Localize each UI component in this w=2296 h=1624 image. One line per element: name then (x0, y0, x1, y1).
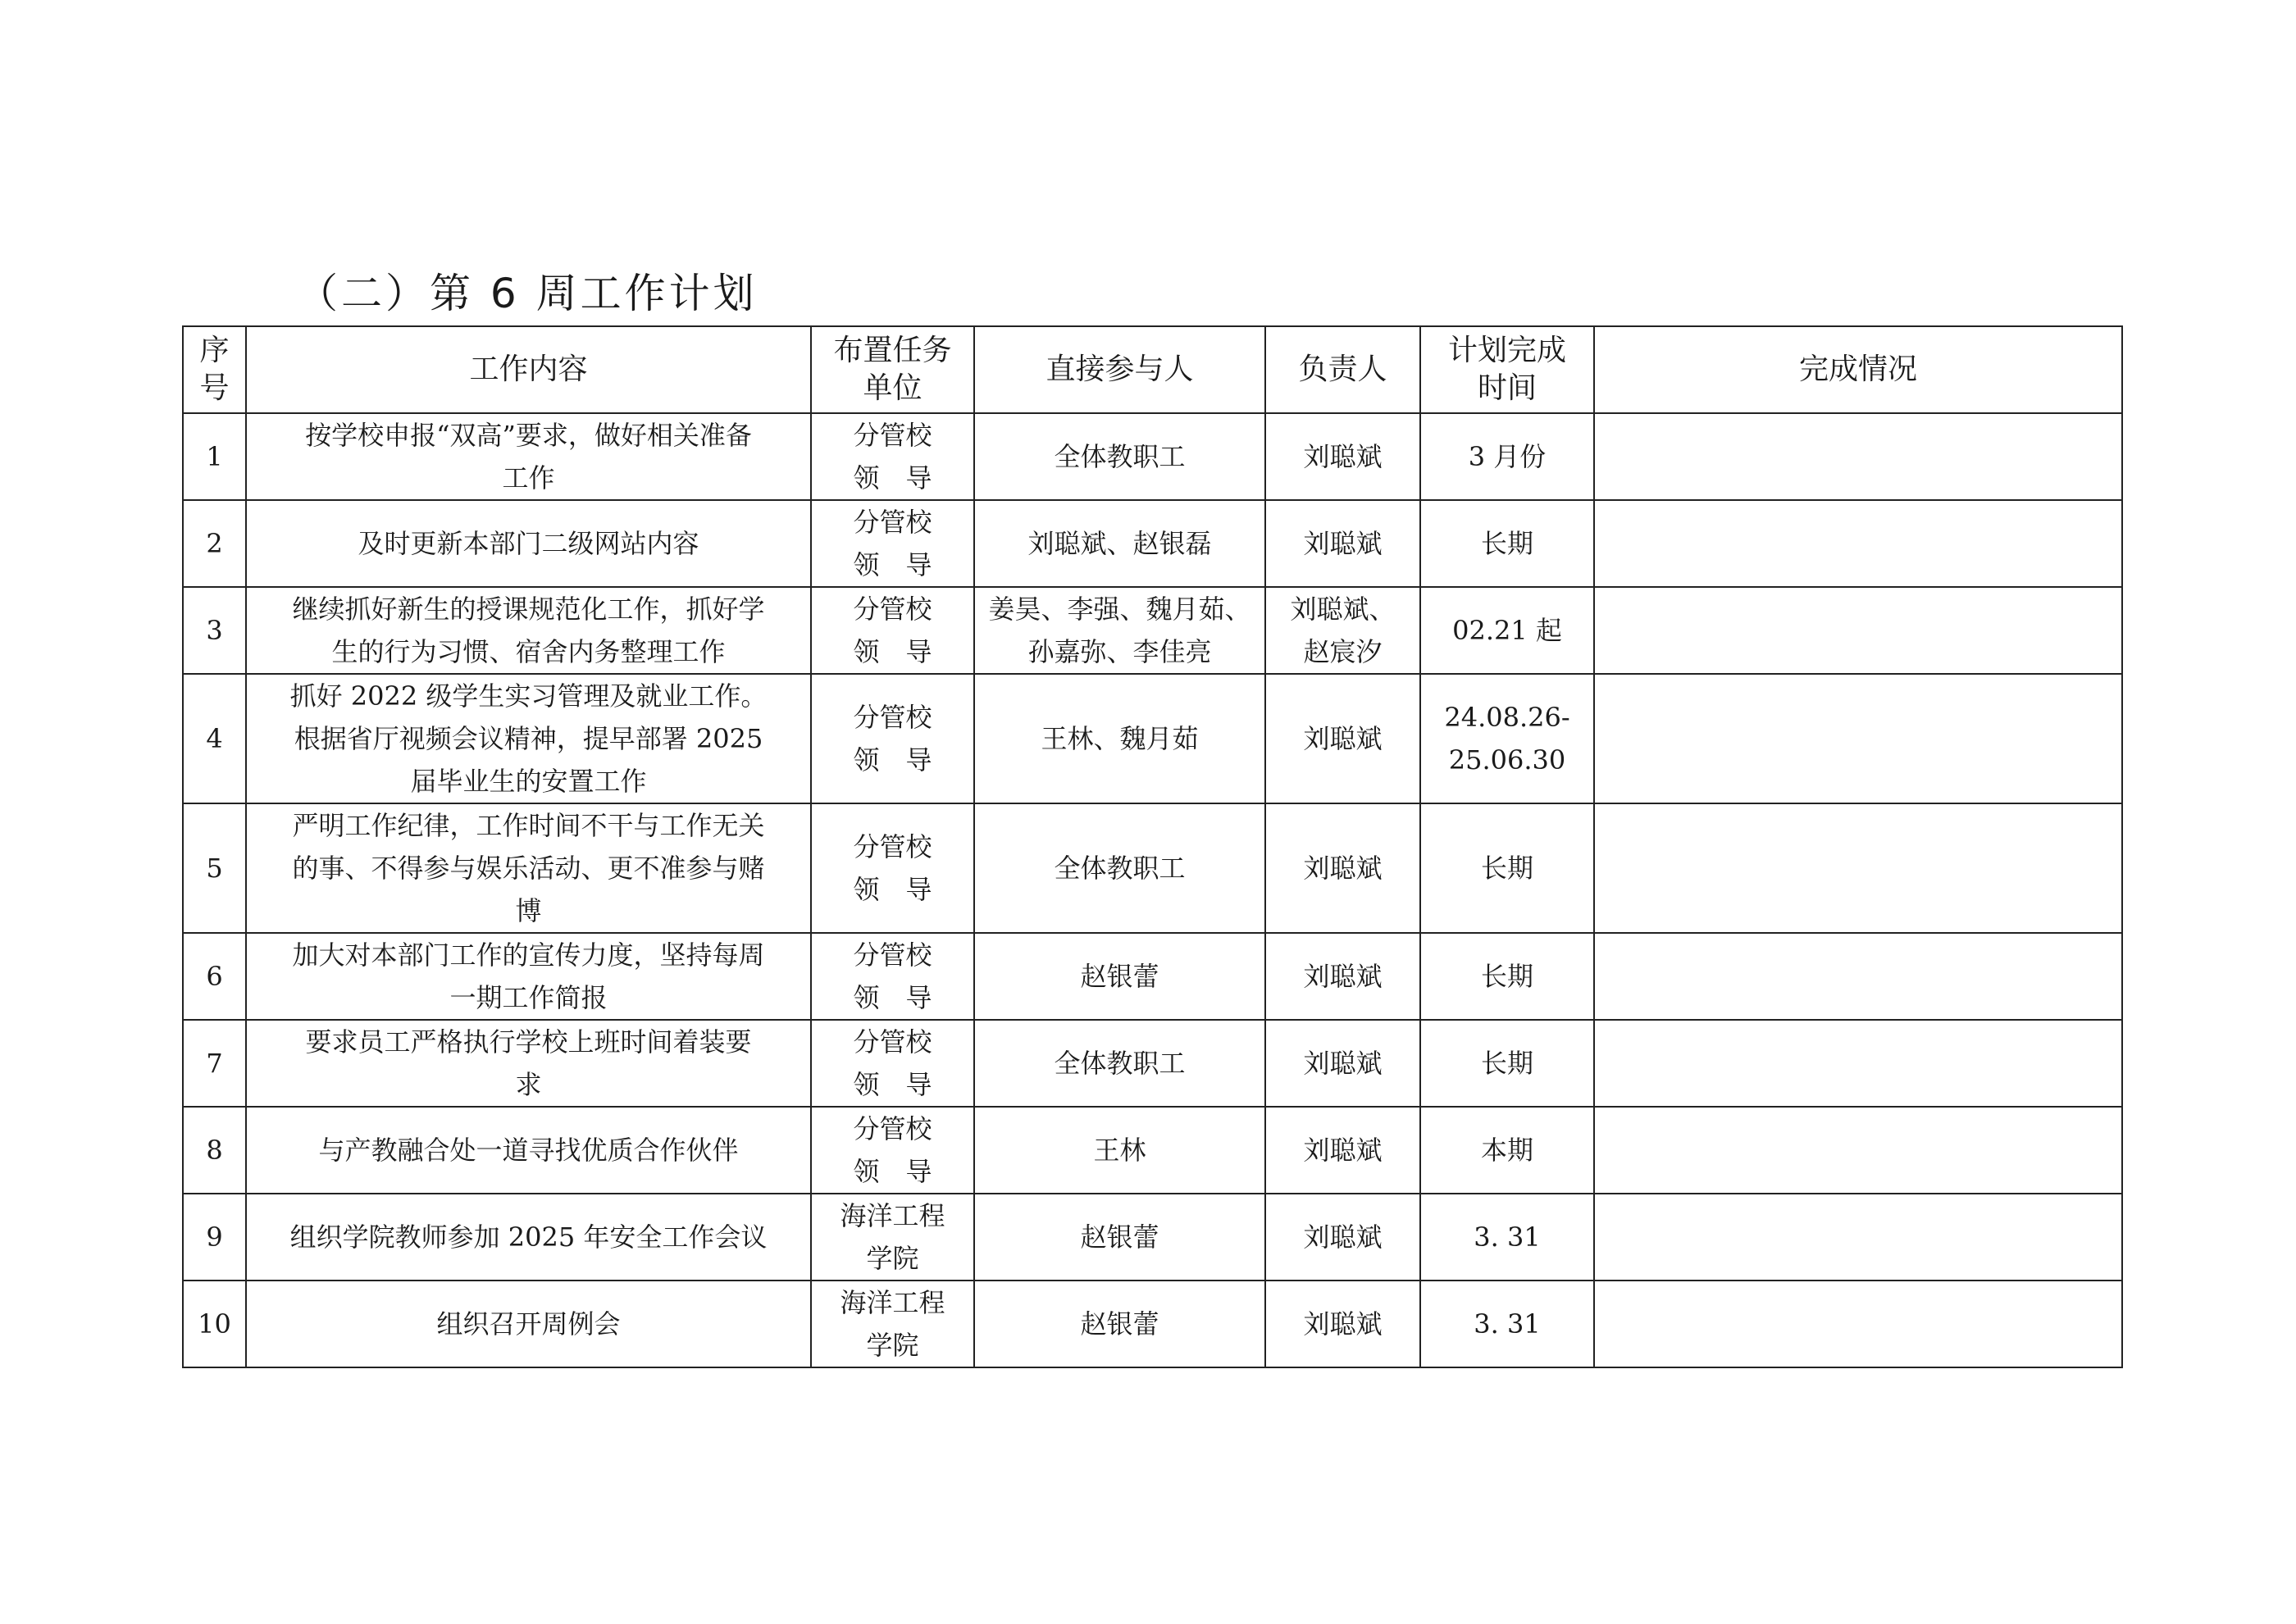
header-deadline: 计划完成 时间 (1420, 326, 1594, 413)
table-row (183, 674, 2122, 803)
cell-unit: 分管校 领 导 (811, 674, 974, 803)
cell-content: 严明工作纪律，工作时间不干与工作无关 的事、不得参与娱乐活动、更不准参与赌 博 (246, 803, 811, 933)
cell-status (1594, 1281, 2122, 1367)
header-owner: 负责人 (1265, 326, 1420, 413)
cell-no: 3 (183, 587, 246, 674)
cell-content: 及时更新本部门二级网站内容 (246, 500, 811, 587)
cell-status (1594, 500, 2122, 587)
cell-no: 10 (183, 1281, 246, 1367)
cell-status (1594, 1194, 2122, 1281)
header-content: 工作内容 (246, 326, 811, 413)
work-plan-table (182, 325, 2123, 1368)
cell-unit: 分管校 领 导 (811, 413, 974, 500)
cell-owner: 刘聪斌 (1265, 1194, 1420, 1281)
cell-no: 2 (183, 500, 246, 587)
cell-participants: 全体教职工 (974, 803, 1265, 933)
cell-owner: 刘聪斌 (1265, 674, 1420, 803)
cell-owner: 刘聪斌 (1265, 1020, 1420, 1107)
cell-no: 6 (183, 933, 246, 1020)
cell-participants: 王林、魏月茹 (974, 674, 1265, 803)
cell-participants: 王林 (974, 1107, 1265, 1194)
cell-content: 抓好 2022 级学生实习管理及就业工作。 根据省厅视频会议精神，提早部署 2025 届毕业生的安置工作 (246, 674, 811, 803)
cell-participants: 赵银蕾 (974, 1194, 1265, 1281)
cell-owner: 刘聪斌 (1265, 1281, 1420, 1367)
table-row (183, 500, 2122, 587)
cell-content: 按学校申报“双高”要求，做好相关准备 工作 (246, 413, 811, 500)
cell-unit: 海洋工程 学院 (811, 1194, 974, 1281)
header-no: 序 号 (183, 326, 246, 413)
cell-unit: 分管校 领 导 (811, 587, 974, 674)
cell-unit: 分管校 领 导 (811, 933, 974, 1020)
cell-participants: 姜昊、李强、魏月茹、 孙嘉弥、李佳亮 (974, 587, 1265, 674)
table-row (183, 1281, 2122, 1367)
cell-unit: 分管校 领 导 (811, 500, 974, 587)
cell-participants: 全体教职工 (974, 1020, 1265, 1107)
cell-content: 继续抓好新生的授课规范化工作，抓好学 生的行为习惯、宿舍内务整理工作 (246, 587, 811, 674)
cell-deadline: 长期 (1420, 500, 1594, 587)
cell-unit: 分管校 领 导 (811, 1107, 974, 1194)
cell-owner: 刘聪斌 (1265, 1107, 1420, 1194)
cell-content: 组织学院教师参加 2025 年安全工作会议 (246, 1194, 811, 1281)
cell-status (1594, 933, 2122, 1020)
cell-status (1594, 803, 2122, 933)
table-row (183, 587, 2122, 674)
cell-participants: 全体教职工 (974, 413, 1265, 500)
cell-owner: 刘聪斌 (1265, 413, 1420, 500)
cell-no: 7 (183, 1020, 246, 1107)
page-title: （二）第 6 周工作计划 (297, 270, 758, 317)
cell-participants: 赵银蕾 (974, 933, 1265, 1020)
header-unit: 布置任务 单位 (811, 326, 974, 413)
cell-owner: 刘聪斌、 赵宸汐 (1265, 587, 1420, 674)
cell-deadline: 3. 31 (1420, 1194, 1594, 1281)
cell-no: 1 (183, 413, 246, 500)
cell-deadline: 本期 (1420, 1107, 1594, 1194)
cell-status (1594, 413, 2122, 500)
cell-deadline: 02.21 起 (1420, 587, 1594, 674)
header-participants: 直接参与人 (974, 326, 1265, 413)
cell-content: 组织召开周例会 (246, 1281, 811, 1367)
cell-unit: 分管校 领 导 (811, 803, 974, 933)
cell-no: 4 (183, 674, 246, 803)
table-row (183, 803, 2122, 933)
cell-no: 5 (183, 803, 246, 933)
cell-no: 9 (183, 1194, 246, 1281)
cell-deadline: 长期 (1420, 933, 1594, 1020)
cell-no: 8 (183, 1107, 246, 1194)
cell-unit: 海洋工程 学院 (811, 1281, 974, 1367)
cell-participants: 赵银蕾 (974, 1281, 1265, 1367)
cell-deadline: 3. 31 (1420, 1281, 1594, 1367)
cell-deadline: 24.08.26- 25.06.30 (1420, 674, 1594, 803)
table-row (183, 1107, 2122, 1194)
cell-participants: 刘聪斌、赵银磊 (974, 500, 1265, 587)
header-status: 完成情况 (1594, 326, 2122, 413)
cell-content: 加大对本部门工作的宣传力度，坚持每周 一期工作简报 (246, 933, 811, 1020)
cell-status (1594, 587, 2122, 674)
cell-unit: 分管校 领 导 (811, 1020, 974, 1107)
cell-status (1594, 1107, 2122, 1194)
cell-status (1594, 674, 2122, 803)
cell-owner: 刘聪斌 (1265, 500, 1420, 587)
table-row (183, 933, 2122, 1020)
table-row (183, 413, 2122, 500)
table-header-row (183, 326, 2122, 413)
cell-content: 与产教融合处一道寻找优质合作伙伴 (246, 1107, 811, 1194)
cell-deadline: 长期 (1420, 803, 1594, 933)
cell-status (1594, 1020, 2122, 1107)
cell-content: 要求员工严格执行学校上班时间着装要 求 (246, 1020, 811, 1107)
cell-owner: 刘聪斌 (1265, 803, 1420, 933)
cell-deadline: 长期 (1420, 1020, 1594, 1107)
cell-owner: 刘聪斌 (1265, 933, 1420, 1020)
table-row (183, 1020, 2122, 1107)
cell-deadline: 3 月份 (1420, 413, 1594, 500)
table-row (183, 1194, 2122, 1281)
